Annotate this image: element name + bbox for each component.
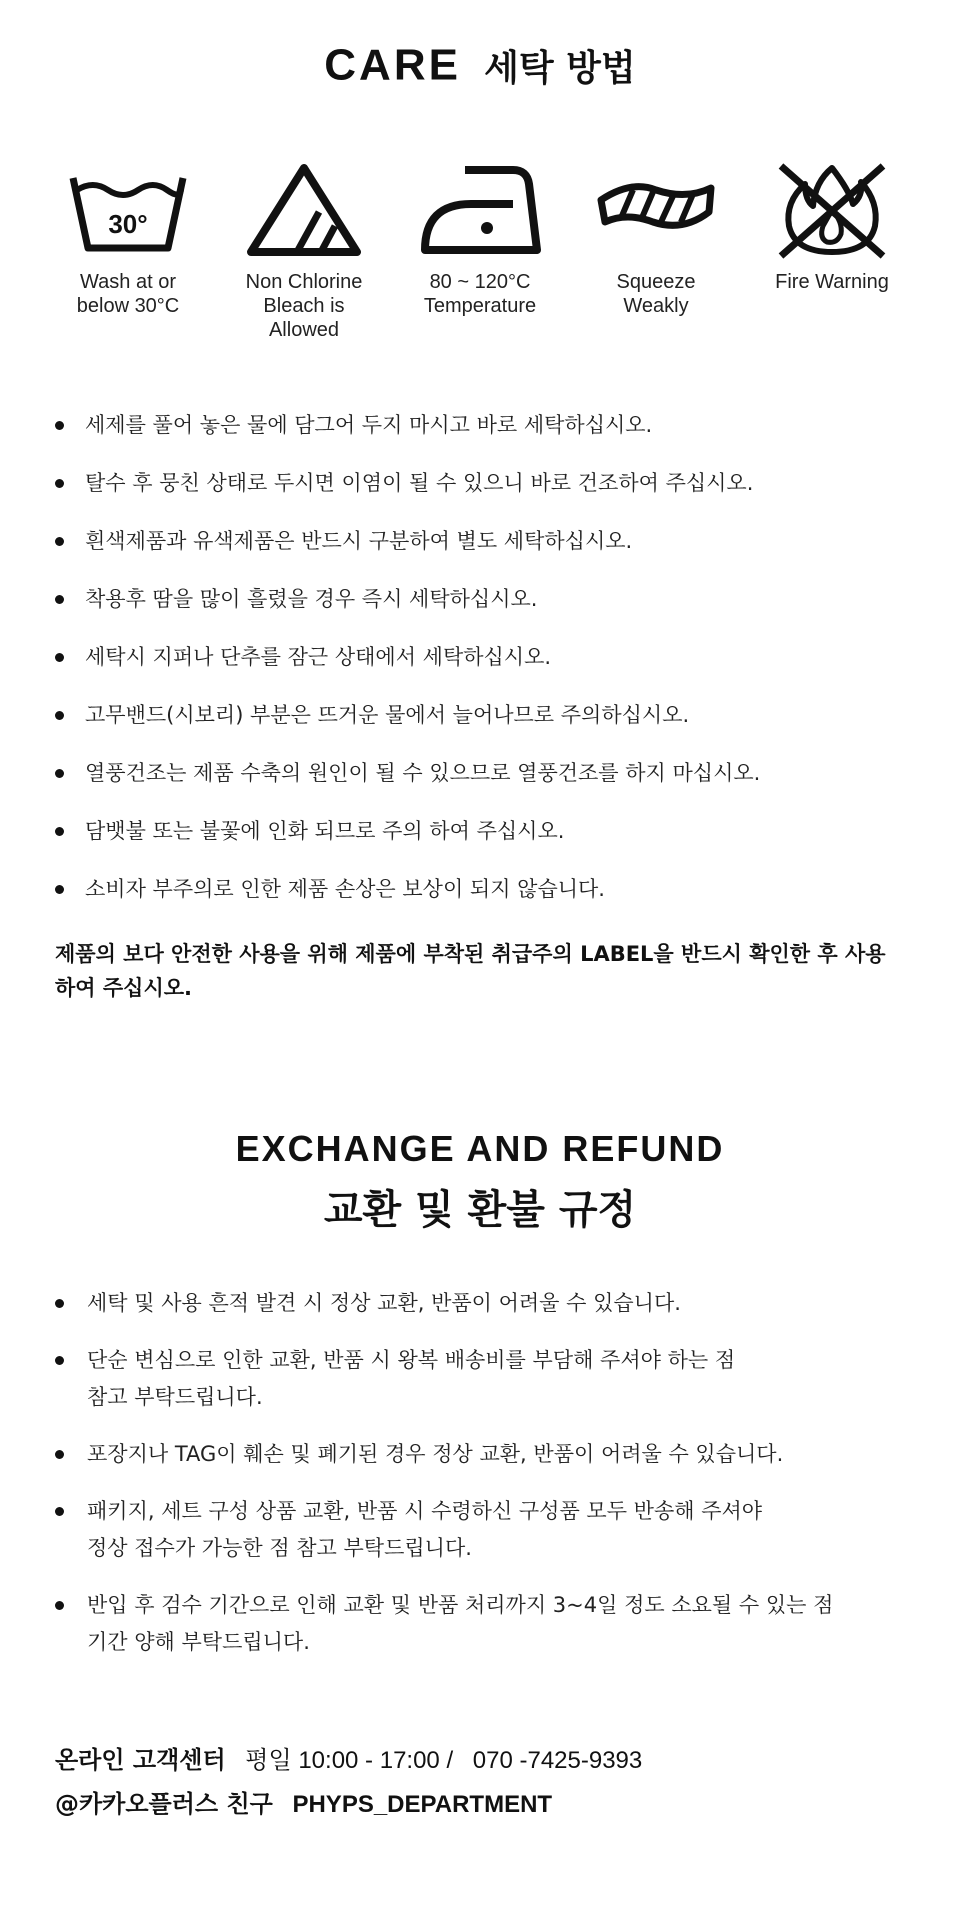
list-item: 패키지, 세트 구성 상품 교환, 반품 시 수령하신 구성품 모두 반송해 주셔야 정상 접수가 가능한 점 참고 부탁드립니다. (55, 1493, 915, 1567)
exchange-title-en: EXCHANGE AND REFUND (235, 1128, 725, 1169)
business-hours: 평일 10:00 - 17:00 / (245, 1747, 454, 1774)
list-item: 반입 후 검수 기간으로 인해 교환 및 반품 처리까지 3~4일 정도 소요될 수 있는 점 기간 양해 부탁드립니다. (55, 1587, 915, 1661)
care-icon-fire (744, 160, 920, 360)
exchange-policy-list (55, 1285, 915, 1681)
wring-icon (591, 160, 721, 260)
care-icon-label: 80 ~ 120°C Temperature (423, 271, 537, 317)
customer-center-line (55, 1740, 642, 1775)
exchange-title-ko: 교환 및 환불 규정 (323, 1187, 637, 1233)
care-label-note: 제품의 보다 안전한 사용을 위해 제품에 부착된 취급주의 LABEL을 반드시 확인한 후 사용하여 주십시오. (55, 942, 886, 1000)
care-icon-label: Non Chlorine Bleach is Allowed (245, 271, 363, 341)
care-icon-label: Squeeze Weakly (616, 271, 696, 317)
bleach-icon (239, 160, 369, 260)
list-item: 소비자 부주의로 인한 제품 손상은 보상이 되지 않습니다. (55, 874, 915, 904)
list-item: 세제를 풀어 놓은 물에 담그어 두지 마시고 바로 세탁하십시오. (55, 410, 915, 440)
list-item: 착용후 땀을 많이 흘렸을 경우 즉시 세탁하십시오. (55, 584, 915, 614)
care-title-en: CARE (324, 40, 461, 90)
list-item: 흰색제품과 유색제품은 반드시 구분하여 별도 세탁하십시오. (55, 526, 915, 556)
list-item: 담뱃불 또는 불꽃에 인화 되므로 주의 하여 주십시오. (55, 816, 915, 846)
list-item: 포장지나 TAG이 훼손 및 폐기된 경우 정상 교환, 반품이 어려울 수 있습니다. (55, 1436, 915, 1473)
kakao-label: @카카오플러스 친구 (55, 1790, 273, 1818)
phone-number: 070 -7425-9393 (472, 1747, 643, 1774)
wash-temp-badge: 30° (108, 209, 148, 239)
list-item: 열풍건조는 제품 수축의 원인이 될 수 있으므로 열풍건조를 하지 마십시오. (55, 758, 915, 788)
kakao-line (55, 1784, 552, 1819)
list-item: 고무밴드(시보리) 부분은 뜨거운 물에서 늘어나므로 주의하십시오. (55, 700, 915, 730)
fire-warning-icon (767, 160, 897, 260)
care-icon-bleach (216, 160, 392, 360)
care-icon-label: Fire Warning (775, 271, 889, 293)
list-item: 단순 변심으로 인한 교환, 반품 시 왕복 배송비를 부담해 주셔야 하는 점 참고 부탁드립니다. (55, 1342, 915, 1416)
list-item: 탈수 후 뭉친 상태로 두시면 이염이 될 수 있으니 바로 건조하여 주십시오. (55, 468, 915, 498)
care-icon-iron (392, 160, 568, 360)
list-item: 세탁 및 사용 흔적 발견 시 정상 교환, 반품이 어려울 수 있습니다. (55, 1285, 915, 1322)
care-header (0, 40, 960, 91)
care-title-ko: 세탁 방법 (484, 48, 636, 89)
kakao-id: PHYPS_DEPARTMENT (292, 1791, 553, 1818)
care-icon-wring (568, 160, 744, 360)
care-icons-row (40, 160, 920, 360)
wash-30-icon (63, 160, 193, 260)
care-icon-label: Wash at or below 30°C (76, 271, 180, 317)
care-icon-wash (40, 160, 216, 360)
customer-center-label: 온라인 고객센터 (55, 1746, 226, 1774)
care-instructions-list (55, 410, 915, 932)
iron-icon (415, 160, 545, 260)
list-item: 세탁시 지퍼나 단추를 잠근 상태에서 세탁하십시오. (55, 642, 915, 672)
